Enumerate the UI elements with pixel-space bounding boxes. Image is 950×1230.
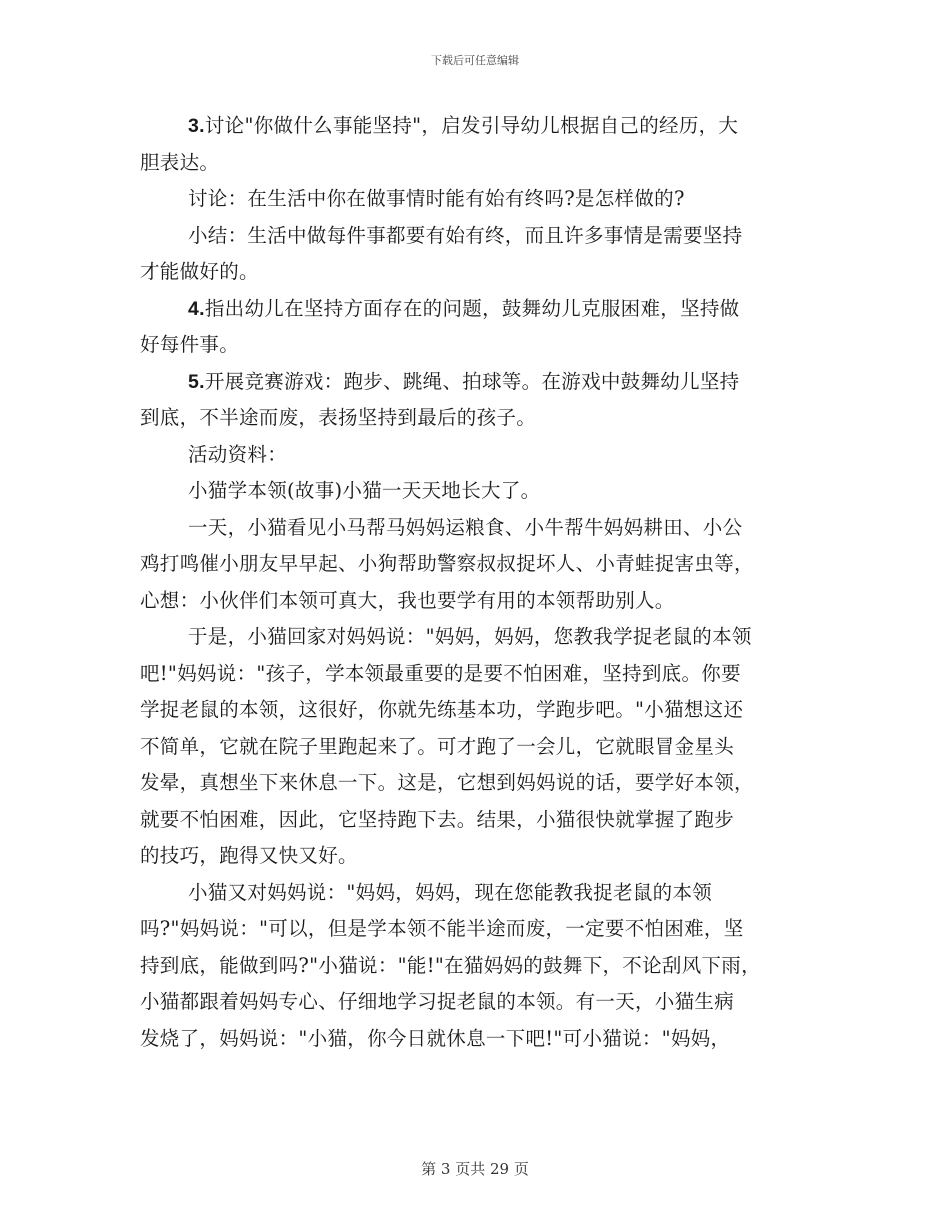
paragraph — [140, 108, 812, 181]
line-text: 就要不怕困难，因此，它坚持跑下去。结果，小猫很快就掌握了跑步 — [140, 807, 735, 831]
line-text: 一天，小猫看见小马帮马妈妈运粮食、小牛帮牛妈妈耕田、小公 — [188, 515, 743, 539]
paragraph — [140, 437, 812, 474]
page-number-footer: 第 3 页共 29 页 — [421, 1160, 529, 1178]
paragraph-line — [140, 765, 812, 802]
line-text: 胆表达。 — [140, 150, 220, 174]
paragraph-line — [140, 364, 812, 401]
line-text: 讨论"你做什么事能坚持"，启发引导幼儿根据自己的经历，大 — [204, 114, 739, 137]
line-text: 于是，小猫回家对妈妈说："妈妈，妈妈，您教我学捉老鼠的本领 — [188, 625, 752, 648]
paragraph — [140, 875, 812, 1058]
line-text: 活动资料： — [188, 442, 288, 466]
line-text: 发晕，真想坐下来休息一下。这是，它想到妈妈说的话，要学好本领， — [140, 771, 754, 794]
paragraph — [140, 218, 812, 291]
paragraph-line — [140, 291, 812, 328]
paragraph-line — [140, 510, 812, 547]
line-text: 鸡打鸣催小朋友早早起、小狗帮助警察叔叔捉坏人、小青蛙捉害虫等， — [140, 552, 754, 575]
paragraph — [140, 510, 812, 620]
line-text: 小猫学本领(故事)小猫一天天地长大了。 — [188, 479, 541, 502]
paragraph — [140, 181, 812, 218]
paragraph-line — [140, 546, 812, 583]
paragraph-line — [140, 327, 812, 364]
paragraph-line — [140, 729, 812, 766]
paragraph — [140, 364, 812, 437]
line-text: 开展竞赛游戏：跑步、跳绳、拍球等。在游戏中鼓舞幼儿坚持 — [204, 369, 740, 393]
paragraph-line — [140, 802, 812, 839]
line-text: 吧!"妈妈说："孩子，学本领最重要的是要不怕困难，坚持到底。你要 — [140, 661, 741, 685]
paragraph-line — [140, 400, 812, 437]
paragraph-line — [140, 254, 812, 291]
line-text: 指出幼儿在坚持方面存在的问题，鼓舞幼儿克服困难，坚持做 — [204, 296, 740, 320]
paragraph-line — [140, 583, 812, 620]
page-header-note: 下载后可任意编辑 — [431, 54, 519, 67]
paragraph-line — [140, 181, 812, 218]
document-body — [140, 108, 812, 1057]
list-number: 5. — [188, 370, 205, 393]
list-number: 3. — [188, 115, 205, 137]
line-text: 到底，不半途而废，表扬坚持到最后的孩子。 — [140, 406, 537, 429]
paragraph — [140, 473, 812, 510]
paragraph-line — [140, 218, 812, 255]
paragraph-line — [140, 875, 812, 912]
paragraph-line — [140, 437, 812, 474]
paragraph-line — [140, 911, 812, 948]
line-text: 吗?"妈妈说："可以，但是学本领不能半途而废，一定要不怕困难，坚 — [140, 917, 744, 940]
line-text: 讨论：在生活中你在做事情时能有始有终吗?是怎样做的? — [188, 187, 685, 210]
paragraph-line — [140, 108, 812, 145]
paragraph-line — [140, 948, 812, 985]
line-text: 的技巧，跑得又快又好。 — [140, 844, 358, 867]
paragraph-line — [140, 1021, 812, 1058]
paragraph — [140, 619, 812, 875]
list-number: 4. — [188, 297, 205, 320]
line-text: 学捉老鼠的本领，这很好，你就先练基本功，学跑步吧。"小猫想这还 — [140, 698, 744, 721]
line-text: 发烧了，妈妈说："小猫，你今日就休息一下吧!"可小猫说："妈妈， — [140, 1026, 731, 1050]
line-text: 心想：小伙伴们本领可真大，我也要学有用的本领帮助别人。 — [140, 588, 675, 612]
line-text: 持到底，能做到吗?"小猫说："能!"在猫妈妈的鼓舞下，不论刮风下雨， — [140, 953, 761, 977]
line-text: 小猫都跟着妈妈专心、仔细地学习捉老鼠的本领。有一天，小猫生病 — [140, 990, 735, 1013]
paragraph-line — [140, 619, 812, 656]
paragraph-line — [140, 473, 812, 510]
line-text: 才能做好的。 — [140, 260, 259, 283]
paragraph-line — [140, 145, 812, 182]
line-text: 不简单，它就在院子里跑起来了。可才跑了一会儿，它就眼冒金星头 — [140, 734, 735, 758]
line-text: 小猫又对妈妈说："妈妈，妈妈，现在您能教我捉老鼠的本领 — [188, 880, 713, 904]
paragraph-line — [140, 838, 812, 875]
paragraph-line — [140, 656, 812, 693]
line-text: 小结：生活中做每件事都要有始有终，而且许多事情是需要坚持 — [188, 223, 743, 247]
paragraph-line — [140, 984, 812, 1021]
line-text: 好每件事。 — [140, 333, 240, 356]
paragraph — [140, 291, 812, 364]
paragraph-line — [140, 692, 812, 729]
